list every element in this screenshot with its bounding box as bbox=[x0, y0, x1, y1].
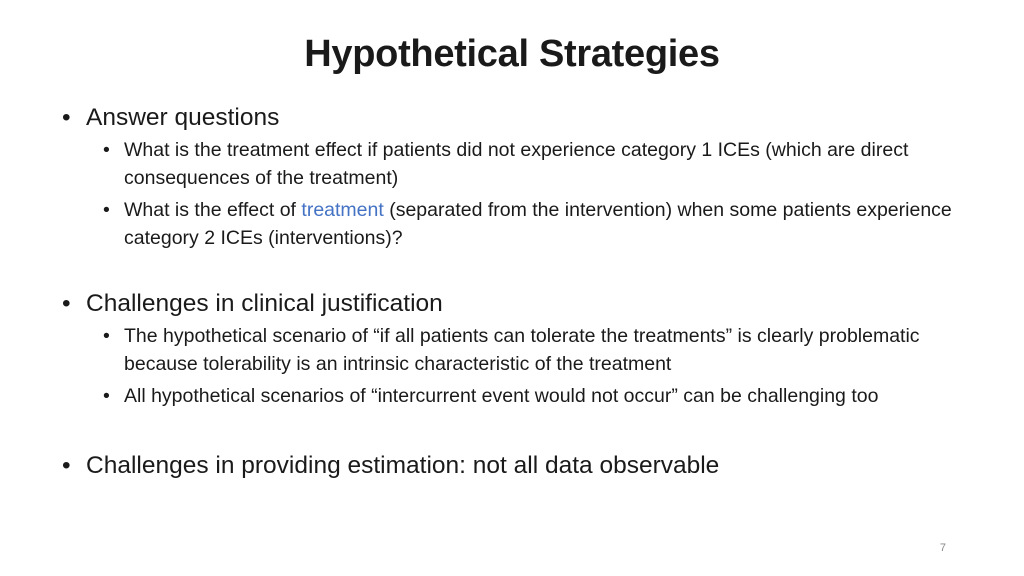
sub-bullet-category1: • What is the treatment effect if patients did not experience category 1 ICEs (which are direct consequences of the treatment) bbox=[100, 137, 982, 192]
bullet-clinical-justification: • Challenges in clinical justification bbox=[62, 287, 982, 320]
sub-bullet-category2 bbox=[100, 197, 982, 252]
sub-bullet-text-before: What is the effect of bbox=[124, 199, 302, 221]
bullet-answer-questions: • Answer questions bbox=[62, 101, 982, 134]
highlight-treatment: treatment bbox=[301, 199, 384, 221]
page-number: 7 bbox=[939, 542, 946, 554]
sub-bullet-tolerability: • The hypothetical scenario of “if all patients can tolerate the treatments” is clearly problematic because tolerability is an intrinsic characteristic of the treatment bbox=[100, 323, 982, 378]
slide-content bbox=[62, 101, 982, 482]
bullet-estimation: • Challenges in providing estimation: not all data observable bbox=[62, 449, 982, 482]
sub-bullet-text-after: (separated from the intervention) when some patients experience category 2 ICEs (interventions)? bbox=[124, 199, 952, 249]
sub-bullet-scenarios: • All hypothetical scenarios of “intercurrent event would not occur” can be challenging too bbox=[100, 383, 982, 411]
slide-title: Hypothetical Strategies bbox=[304, 33, 720, 75]
